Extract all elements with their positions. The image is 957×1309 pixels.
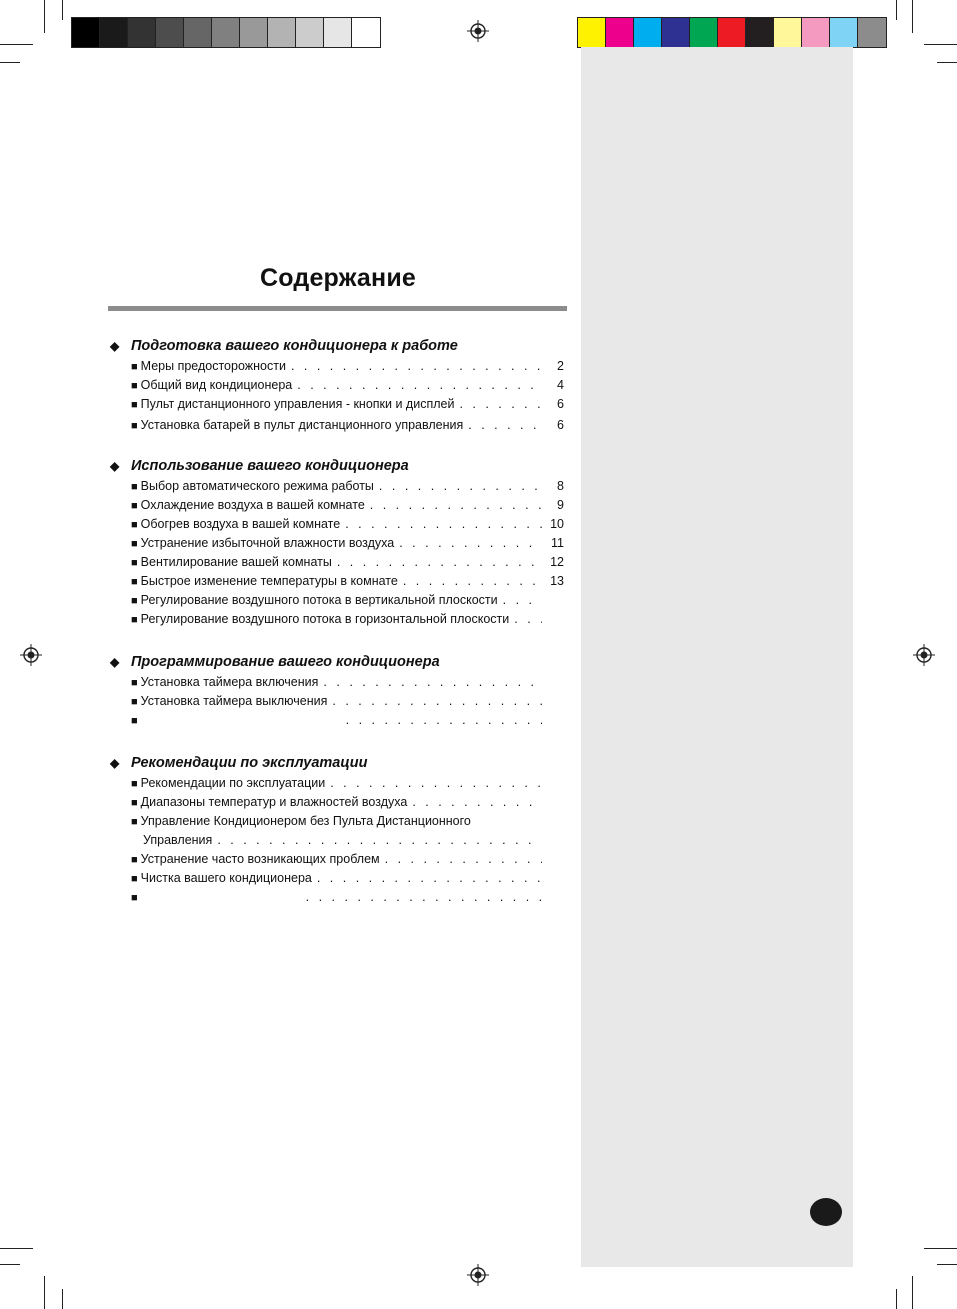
toc-entry-label: Вентилирование вашей комнаты xyxy=(140,555,332,569)
square-bullet-icon: ■ xyxy=(131,500,138,512)
crop-mark xyxy=(44,0,45,33)
toc-entry-label: Чистка вашего кондиционера xyxy=(140,871,312,885)
dot-leader xyxy=(374,479,542,493)
square-bullet-icon: ■ xyxy=(131,873,138,885)
toc-entry[interactable] xyxy=(131,536,542,550)
square-bullet-icon: ■ xyxy=(131,361,138,373)
crop-mark xyxy=(896,1289,897,1309)
crop-mark xyxy=(937,1264,957,1265)
color-swatch xyxy=(606,18,634,47)
toc-page-number: 2 xyxy=(557,359,564,373)
crop-mark xyxy=(924,44,957,45)
toc-entry-label: Пульт дистанционного управления - кнопки и дисплей xyxy=(140,397,455,411)
toc-entry-label: Диапазоны температур и влажностей воздуха xyxy=(140,795,408,809)
dot-leader xyxy=(463,418,542,432)
color-swatch xyxy=(324,18,352,47)
toc-entry[interactable] xyxy=(131,498,542,512)
grayscale-color-bar xyxy=(71,17,381,48)
section-heading xyxy=(110,755,367,771)
dot-leader xyxy=(318,675,542,689)
dot-leader xyxy=(509,612,542,626)
color-swatch xyxy=(72,18,100,47)
color-swatch xyxy=(690,18,718,47)
toc-page-number: 6 xyxy=(557,397,564,411)
square-bullet-icon: ■ xyxy=(131,677,138,689)
toc-entry-label: Установка таймера включения xyxy=(140,675,319,689)
toc-page-number: 10 xyxy=(550,517,564,531)
color-swatch xyxy=(100,18,128,47)
toc-entry-label: Управление Кондиционером без Пульта Дистанционного xyxy=(140,814,471,828)
color-swatch xyxy=(802,18,830,47)
toc-page-number: 9 xyxy=(557,498,564,512)
color-swatch xyxy=(718,18,746,47)
dot-leader xyxy=(380,852,542,866)
section-heading xyxy=(110,338,458,354)
color-swatch xyxy=(578,18,606,47)
dot-leader xyxy=(332,555,542,569)
dot-leader xyxy=(340,517,542,531)
color-swatch xyxy=(830,18,858,47)
toc-entry[interactable] xyxy=(131,378,542,392)
toc-entry-label: Обогрев воздуха в вашей комнате xyxy=(140,517,341,531)
crop-mark xyxy=(0,62,20,63)
toc-entry[interactable] xyxy=(131,555,542,569)
toc-entry-label: Выбор автоматического режима работы xyxy=(140,479,374,493)
side-panel xyxy=(581,47,853,1267)
color-swatch xyxy=(268,18,296,47)
toc-page-number: 13 xyxy=(550,574,564,588)
color-swatch xyxy=(662,18,690,47)
square-bullet-icon: ■ xyxy=(131,696,138,708)
crop-mark xyxy=(912,1276,913,1309)
toc-entry[interactable] xyxy=(131,713,542,727)
registration-target-icon xyxy=(467,20,489,42)
toc-entry-label: Регулирование воздушного потока в вертикальной плоскости xyxy=(140,593,498,607)
section-heading xyxy=(110,654,440,670)
dot-leader xyxy=(292,378,542,392)
registration-target-icon xyxy=(20,644,42,666)
crop-mark xyxy=(937,62,957,63)
toc-entry-label: Регулирование воздушного потока в горизонтальной плоскости xyxy=(140,612,510,626)
square-bullet-icon: ■ xyxy=(131,481,138,493)
dot-leader xyxy=(498,593,542,607)
toc-entry-label: Управления xyxy=(143,833,213,847)
color-swatch xyxy=(774,18,802,47)
square-bullet-icon: ■ xyxy=(131,892,138,904)
crop-mark xyxy=(0,1264,20,1265)
toc-entry[interactable] xyxy=(131,479,542,493)
color-swatch xyxy=(296,18,324,47)
toc-entry[interactable] xyxy=(131,852,542,866)
toc-entry[interactable] xyxy=(131,612,542,626)
color-swatch xyxy=(634,18,662,47)
toc-entry[interactable] xyxy=(131,675,542,689)
toc-entry-label: Охлаждение воздуха в вашей комнате xyxy=(140,498,365,512)
toc-entry[interactable] xyxy=(131,890,542,904)
square-bullet-icon: ■ xyxy=(131,557,138,569)
diamond-bullet-icon: ◆ xyxy=(110,339,120,353)
registration-target-icon xyxy=(913,644,935,666)
square-bullet-icon: ■ xyxy=(131,614,138,626)
crop-mark xyxy=(912,0,913,33)
color-swatch xyxy=(184,18,212,47)
dot-leader xyxy=(327,694,542,708)
toc-page-number: 11 xyxy=(551,536,564,550)
toc-entry[interactable] xyxy=(131,795,542,809)
square-bullet-icon: ■ xyxy=(131,854,138,866)
toc-entry[interactable] xyxy=(131,574,542,588)
square-bullet-icon: ■ xyxy=(131,715,138,727)
toc-page-number: 12 xyxy=(550,555,564,569)
toc-page-number: 8 xyxy=(557,479,564,493)
dot-leader xyxy=(394,536,542,550)
dot-leader xyxy=(365,498,542,512)
dot-leader xyxy=(301,890,542,904)
toc-entry-label: Установка батарей в пульт дистанционного управления xyxy=(140,418,464,432)
toc-entry-label: Рекомендации по эксплуатации xyxy=(140,776,326,790)
dot-leader xyxy=(325,776,542,790)
section-heading-text: Использование вашего кондиционера xyxy=(131,458,409,474)
page-title: Содержание xyxy=(259,264,417,292)
section-heading-text: Подготовка вашего кондиционера к работе xyxy=(131,338,458,354)
toc-entry[interactable] xyxy=(131,418,542,432)
toc-entry-label: Общий вид кондиционера xyxy=(140,378,293,392)
section-heading-text: Рекомендации по эксплуатации xyxy=(131,755,368,771)
toc-entry[interactable] xyxy=(131,776,542,790)
section-heading-text: Программирование вашего кондиционера xyxy=(131,654,440,670)
toc-entry[interactable] xyxy=(131,397,542,411)
dot-leader xyxy=(407,795,542,809)
dot-leader xyxy=(286,359,542,373)
color-swatch xyxy=(746,18,774,47)
crop-mark xyxy=(44,1276,45,1309)
diamond-bullet-icon: ◆ xyxy=(110,459,120,473)
page-number-badge xyxy=(810,1198,842,1226)
toc-entry[interactable] xyxy=(131,593,542,607)
crop-mark xyxy=(896,0,897,20)
square-bullet-icon: ■ xyxy=(131,380,138,392)
toc-page-number: 6 xyxy=(557,418,564,432)
color-swatch xyxy=(156,18,184,47)
crop-mark xyxy=(0,44,33,45)
square-bullet-icon: ■ xyxy=(131,420,138,432)
color-swatch xyxy=(212,18,240,47)
dot-leader xyxy=(341,713,542,727)
dot-leader xyxy=(312,871,542,885)
square-bullet-icon: ■ xyxy=(131,576,138,588)
square-bullet-icon: ■ xyxy=(131,399,138,411)
color-swatch xyxy=(128,18,156,47)
dot-leader xyxy=(454,397,542,411)
square-bullet-icon: ■ xyxy=(131,778,138,790)
crop-mark xyxy=(0,1248,33,1249)
square-bullet-icon: ■ xyxy=(131,538,138,550)
section-heading xyxy=(110,458,409,474)
color-swatch xyxy=(352,18,380,47)
title-rule xyxy=(108,306,567,311)
diamond-bullet-icon: ◆ xyxy=(110,655,120,669)
square-bullet-icon: ■ xyxy=(131,816,138,828)
toc-entry[interactable] xyxy=(131,814,542,828)
toc-entry[interactable] xyxy=(131,359,542,373)
diamond-bullet-icon: ◆ xyxy=(110,756,120,770)
toc-entry-label: Быстрое изменение температуры в комнате xyxy=(140,574,398,588)
crop-mark xyxy=(924,1248,957,1249)
color-swatch xyxy=(240,18,268,47)
dot-leader xyxy=(212,833,542,847)
toc-entry-label: Меры предосторожности xyxy=(140,359,286,373)
toc-entry[interactable] xyxy=(131,517,542,531)
toc-entry-label: Установка таймера выключения xyxy=(140,694,328,708)
toc-entry[interactable] xyxy=(131,694,542,708)
square-bullet-icon: ■ xyxy=(131,797,138,809)
toc-entry-continuation[interactable] xyxy=(143,833,542,847)
crop-mark xyxy=(62,1289,63,1309)
square-bullet-icon: ■ xyxy=(131,519,138,531)
toc-entry-label: Устранение часто возникающих проблем xyxy=(140,852,380,866)
registration-target-icon xyxy=(467,1264,489,1286)
process-color-bar xyxy=(577,17,887,48)
toc-entry-label: Устранение избыточной влажности воздуха xyxy=(140,536,395,550)
square-bullet-icon: ■ xyxy=(131,595,138,607)
color-swatch xyxy=(858,18,886,47)
toc-entry[interactable] xyxy=(131,871,542,885)
dot-leader xyxy=(398,574,542,588)
crop-mark xyxy=(62,0,63,20)
toc-page-number: 4 xyxy=(557,378,564,392)
